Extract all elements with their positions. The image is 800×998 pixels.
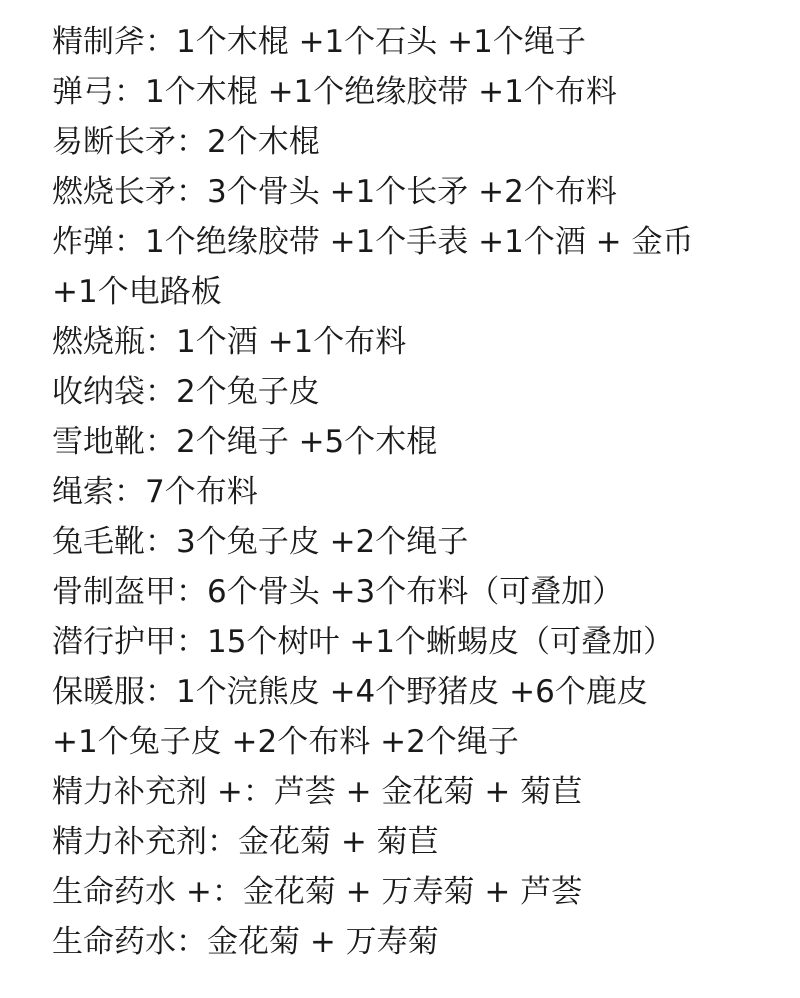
recipe-line-energy-supplement-plus: 精力补充剂 +：芦荟 + 金花菊 + 菊苣	[52, 774, 583, 810]
recipe-line-warm-clothes: 保暖服：1个浣熊皮 +4个野猪皮 +6个鹿皮	[52, 674, 648, 710]
recipe-line-bomb-continued: +1个电路板	[52, 274, 222, 310]
recipe-line-health-potion-plus: 生命药水 +：金花菊 + 万寿菊 + 芦荟	[52, 874, 583, 910]
recipe-line-fragile-spear: 易断长矛：2个木棍	[52, 124, 320, 160]
recipe-line-slingshot: 弹弓：1个木棍 +1个绝缘胶带 +1个布料	[52, 74, 617, 110]
recipe-line-health-potion: 生命药水：金花菊 + 万寿菊	[52, 924, 439, 960]
recipe-line-warm-clothes-continued: +1个兔子皮 +2个布料 +2个绳子	[52, 724, 519, 760]
recipe-line-rabbit-fur-boots: 兔毛靴：3个兔子皮 +2个绳子	[52, 524, 469, 560]
recipe-line-stealth-armor: 潜行护甲：15个树叶 +1个蜥蜴皮（可叠加）	[52, 624, 674, 660]
recipe-line-refined-axe: 精制斧：1个木棍 +1个石头 +1个绳子	[52, 24, 586, 60]
recipe-line-storage-bag: 收纳袋：2个兔子皮	[52, 374, 320, 410]
recipe-list	[52, 17, 792, 967]
recipe-line-molotov: 燃烧瓶：1个酒 +1个布料	[52, 324, 407, 360]
recipe-line-rope: 绳索：7个布料	[52, 474, 258, 510]
recipe-line-energy-supplement: 精力补充剂：金花菊 + 菊苣	[52, 824, 439, 860]
recipe-line-burning-spear: 燃烧长矛：3个骨头 +1个长矛 +2个布料	[52, 174, 617, 210]
recipe-line-snow-boots: 雪地靴：2个绳子 +5个木棍	[52, 424, 438, 460]
recipe-line-bomb: 炸弹：1个绝缘胶带 +1个手表 +1个酒 + 金币	[52, 224, 694, 260]
recipe-line-bone-armor: 骨制盔甲：6个骨头 +3个布料（可叠加）	[52, 574, 624, 610]
